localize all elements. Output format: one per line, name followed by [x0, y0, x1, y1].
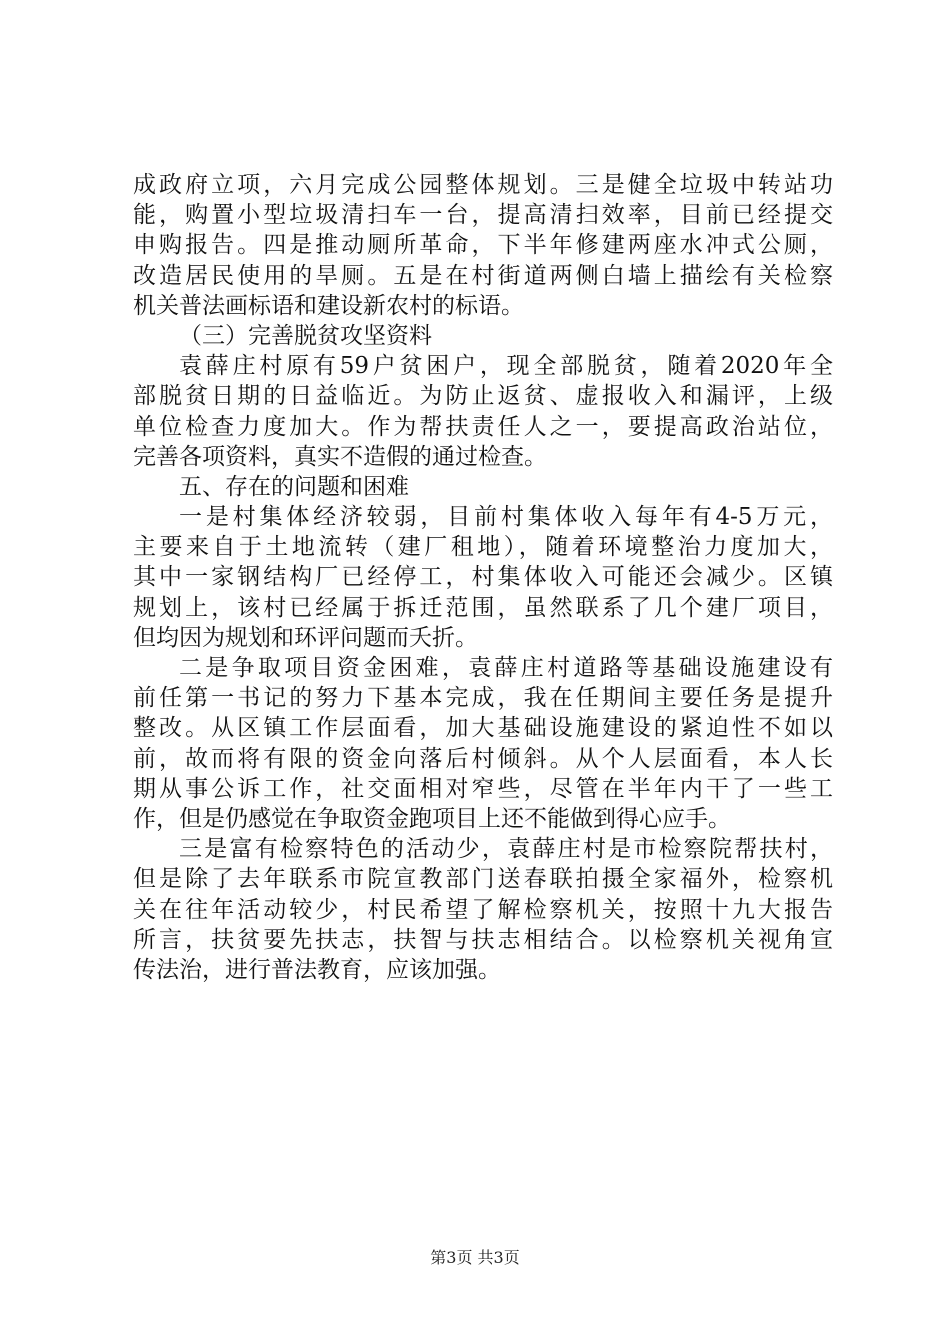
- paragraph-problem-three: [133, 834, 833, 985]
- text-line: 前，故而将有限的资金向落后村倾斜。从个人层面看，本人长: [133, 745, 833, 772]
- text-line: 三是富有检察特色的活动少，袁薛庄村是市检察院帮扶村，: [179, 836, 833, 863]
- text-line: 完善各项资料，真实不造假的通过检查。: [133, 443, 547, 470]
- text-line: 规划上，该村已经属于拆迁范围，虽然联系了几个建厂项目，: [133, 594, 833, 621]
- text-line: 二是争取项目资金困难，袁薛庄村道路等基础设施建设有: [179, 655, 833, 681]
- paragraph-problem-one: [133, 502, 833, 653]
- text-line: 但是除了去年联系市院宣教部门送春联拍摄全家福外，检察机: [133, 866, 833, 893]
- page-footer: [0, 1245, 950, 1268]
- section-heading-problems: [133, 472, 833, 502]
- text-line: 一是村集体经济较弱，目前村集体收入每年有4-5万元，: [179, 504, 833, 531]
- text-line: 传法治，进行普法教育，应该加强。: [133, 956, 501, 983]
- text-line: 但均因为规划和环评问题而夭折。: [133, 624, 478, 651]
- heading-line: （三）完善脱贫攻坚资料: [179, 322, 432, 349]
- text-line: 所言，扶贫要先扶志，扶智与扶志相结合。以检察机关视角宣: [133, 926, 833, 953]
- document-body: [133, 170, 833, 985]
- text-line: 能，购置小型垃圾清扫车一台，提高清扫效率，目前已经提交: [133, 202, 833, 229]
- text-line: 机关普法画标语和建设新农村的标语。: [133, 292, 524, 319]
- section-heading-poverty-materials: [133, 321, 833, 351]
- text-line: 主要来自于土地流转（建厂租地），随着环境整治力度加大，: [133, 534, 833, 561]
- paragraph-park-and-sanitation: [133, 170, 833, 321]
- page-number-label: 第3页 共3页: [430, 1248, 520, 1267]
- text-line: 关在往年活动较少，村民希望了解检察机关，按照十九大报告: [133, 896, 833, 923]
- paragraph-problem-two: [133, 653, 833, 834]
- text-line: 改造居民使用的旱厕。五是在村街道两侧白墙上描绘有关检察: [133, 262, 833, 289]
- text-line: 作，但是仍感觉在争取资金跑项目上还不能做到得心应手。: [133, 805, 731, 832]
- heading-line: 五、存在的问题和困难: [179, 473, 409, 500]
- text-line: 单位检查力度加大。作为帮扶责任人之一，要提高政治站位，: [133, 413, 833, 440]
- text-line: 袁薛庄村原有59户贫困户，现全部脱贫，随着2020年全: [179, 353, 833, 380]
- text-line: 部脱贫日期的日益临近。为防止返贫、虚报收入和漏评，上级: [133, 383, 833, 410]
- text-line: 整改。从区镇工作层面看，加大基础设施建设的紧迫性不如以: [133, 715, 833, 742]
- text-line: 前任第一书记的努力下基本完成，我在任期间主要任务是提升: [133, 685, 833, 712]
- text-line: 其中一家钢结构厂已经停工，村集体收入可能还会减少。区镇: [133, 564, 833, 591]
- text-line: 期从事公诉工作，社交面相对窄些，尽管在半年内干了一些工: [133, 775, 833, 802]
- text-line: 申购报告。四是推动厕所革命，下半年修建两座水冲式公厕，: [133, 232, 833, 259]
- text-line: 成政府立项，六月完成公园整体规划。三是健全垃圾中转站功: [133, 172, 833, 198]
- paragraph-poverty-materials: [133, 351, 833, 472]
